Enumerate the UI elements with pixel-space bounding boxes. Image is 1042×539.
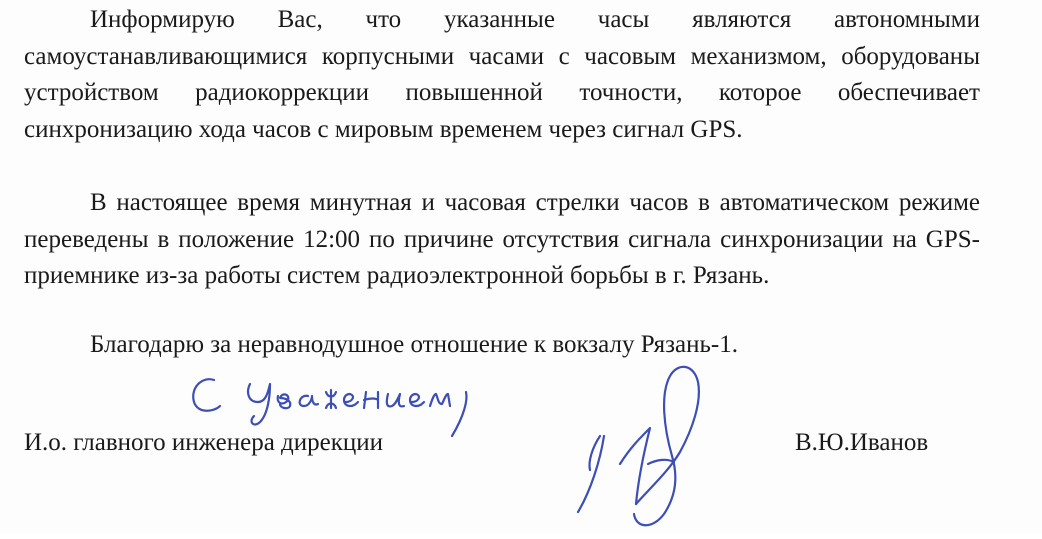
- handwritten-signature: [560, 352, 760, 534]
- paragraph-1-text: Информирую Вас, что указанные часы являются автономными самоустанавливающимися корпусными часами с часовым механизмом, оборудованы устройством радиокоррекции повышенной точности, которое обеспечивает синхронизацию хода часов с мировым временем через сигнал GPS.: [24, 6, 980, 143]
- paragraph-thanks: [90, 327, 990, 364]
- signatory-name: В.Ю.Иванов: [795, 429, 929, 456]
- paragraph-clock-status: [24, 185, 980, 295]
- paragraph-clock-description: [24, 2, 980, 148]
- signatory-position: И.о. главного инженера дирекции: [24, 429, 384, 456]
- paragraph-2-text: В настоящее время минутная и часовая стрелки часов в автоматическом режиме переведены в положение 12:00 по причине отсутствия сигнала синхронизации на GPS-приемнике из-за работы систем радиоэлектронной борьбы в г. Рязань.: [24, 189, 980, 289]
- paragraph-3-text: Благодарю за неравнодушное отношение к вокзалу Рязань-1.: [90, 331, 738, 358]
